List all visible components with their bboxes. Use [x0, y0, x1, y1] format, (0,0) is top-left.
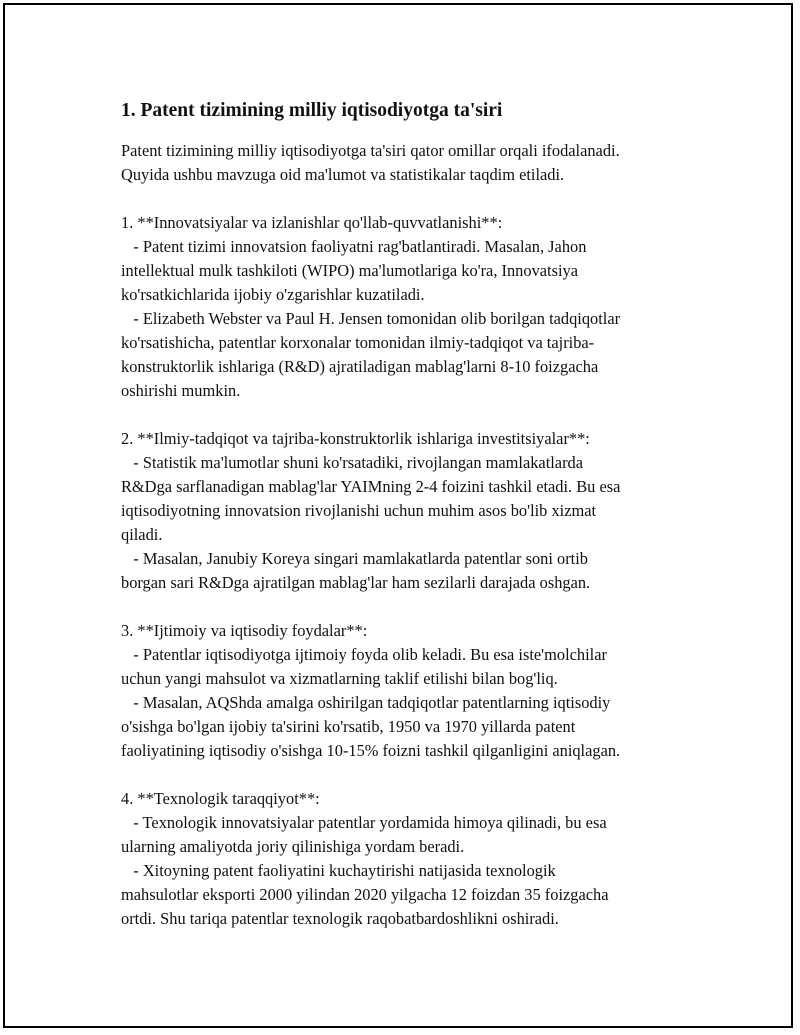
body-line [121, 595, 721, 619]
body-line: oshirishi mumkin. [121, 381, 241, 400]
body-line: - Xitoyning patent faoliyatini kuchaytirishi natijasida texnologik [121, 861, 556, 880]
body-line: - Masalan, AQShda amalga oshirilgan tadqiqotlar patentlarning iqtisodiy [121, 693, 611, 712]
body-line: Patent tizimining milliy iqtisodiyotga ta'siri qator omillar orqali ifodalanadi. [121, 141, 620, 160]
body-line: R&Dga sarflanadigan mablag'lar YAIMning 2-4 foizini tashkil etadi. Bu esa [121, 477, 621, 496]
body-line: - Texnologik innovatsiyalar patentlar yordamida himoya qilinadi, bu esa [121, 813, 607, 832]
body-line: 1. **Innovatsiyalar va izlanishlar qo'llab-quvvatlanishi**: [121, 213, 503, 232]
body-line: ko'rsatishicha, patentlar korxonalar tomonidan ilmiy-tadqiqot va tajriba- [121, 333, 595, 352]
body-line: 2. **Ilmiy-tadqiqot va tajriba-konstruktorlik ishlariga investitsiyalar**: [121, 429, 590, 448]
body-line [121, 403, 721, 427]
document-title: 1. Patent tizimining milliy iqtisodiyotga ta'siri [121, 100, 503, 121]
page-frame [3, 3, 793, 1028]
body-line: - Masalan, Janubiy Koreya singari mamlakatlarda patentlar soni ortib [121, 549, 588, 568]
body-line: ortdi. Shu tariqa patentlar texnologik raqobatbardoshlikni oshiradi. [121, 909, 559, 928]
body-line: uchun yangi mahsulot va xizmatlarning taklif etilishi bilan bog'liq. [121, 669, 558, 688]
body-line: mahsulotlar eksporti 2000 yilindan 2020 yilgacha 12 foizdan 35 foizgacha [121, 885, 609, 904]
body-line: - Elizabeth Webster va Paul H. Jensen tomonidan olib borilgan tadqiqotlar [121, 309, 621, 328]
body-line: ularning amaliyotda joriy qilinishiga yordam beradi. [121, 837, 465, 856]
body-line [121, 187, 721, 211]
document-content [121, 99, 721, 931]
body-line: iqtisodiyotning innovatsion rivojlanishi uchun muhim asos bo'lib xizmat [121, 501, 597, 520]
body-line: faoliyatining iqtisodiy o'sishga 10-15% foizni tashkil qilganligini aniqlagan. [121, 741, 621, 760]
body-line: qiladi. [121, 525, 163, 544]
body-line: o'sishga bo'lgan ijobiy ta'sirini ko'rsatib, 1950 va 1970 yillarda patent [121, 717, 576, 736]
body-line: konstruktorlik ishlariga (R&D) ajratiladigan mablag'larni 8-10 foizgacha [121, 357, 599, 376]
body-line: - Patent tizimi innovatsion faoliyatni rag'batlantiradi. Masalan, Jahon [121, 237, 587, 256]
document-body [121, 139, 721, 931]
body-line: Quyida ushbu mavzuga oid ma'lumot va statistikalar taqdim etiladi. [121, 165, 565, 184]
body-line: 4. **Texnologik taraqqiyot**: [121, 789, 320, 808]
body-line: ko'rsatkichlarida ijobiy o'zgarishlar kuzatiladi. [121, 285, 425, 304]
body-line: - Patentlar iqtisodiyotga ijtimoiy foyda olib keladi. Bu esa iste'molchilar [121, 645, 607, 664]
body-line: - Statistik ma'lumotlar shuni ko'rsatadiki, rivojlangan mamlakatlarda [121, 453, 584, 472]
body-line: 3. **Ijtimoiy va iqtisodiy foydalar**: [121, 621, 368, 640]
body-line: borgan sari R&Dga ajratilgan mablag'lar ham sezilarli darajada oshgan. [121, 573, 591, 592]
body-line: intellektual mulk tashkiloti (WIPO) ma'lumotlariga ko'ra, Innovatsiya [121, 261, 579, 280]
body-line [121, 763, 721, 787]
